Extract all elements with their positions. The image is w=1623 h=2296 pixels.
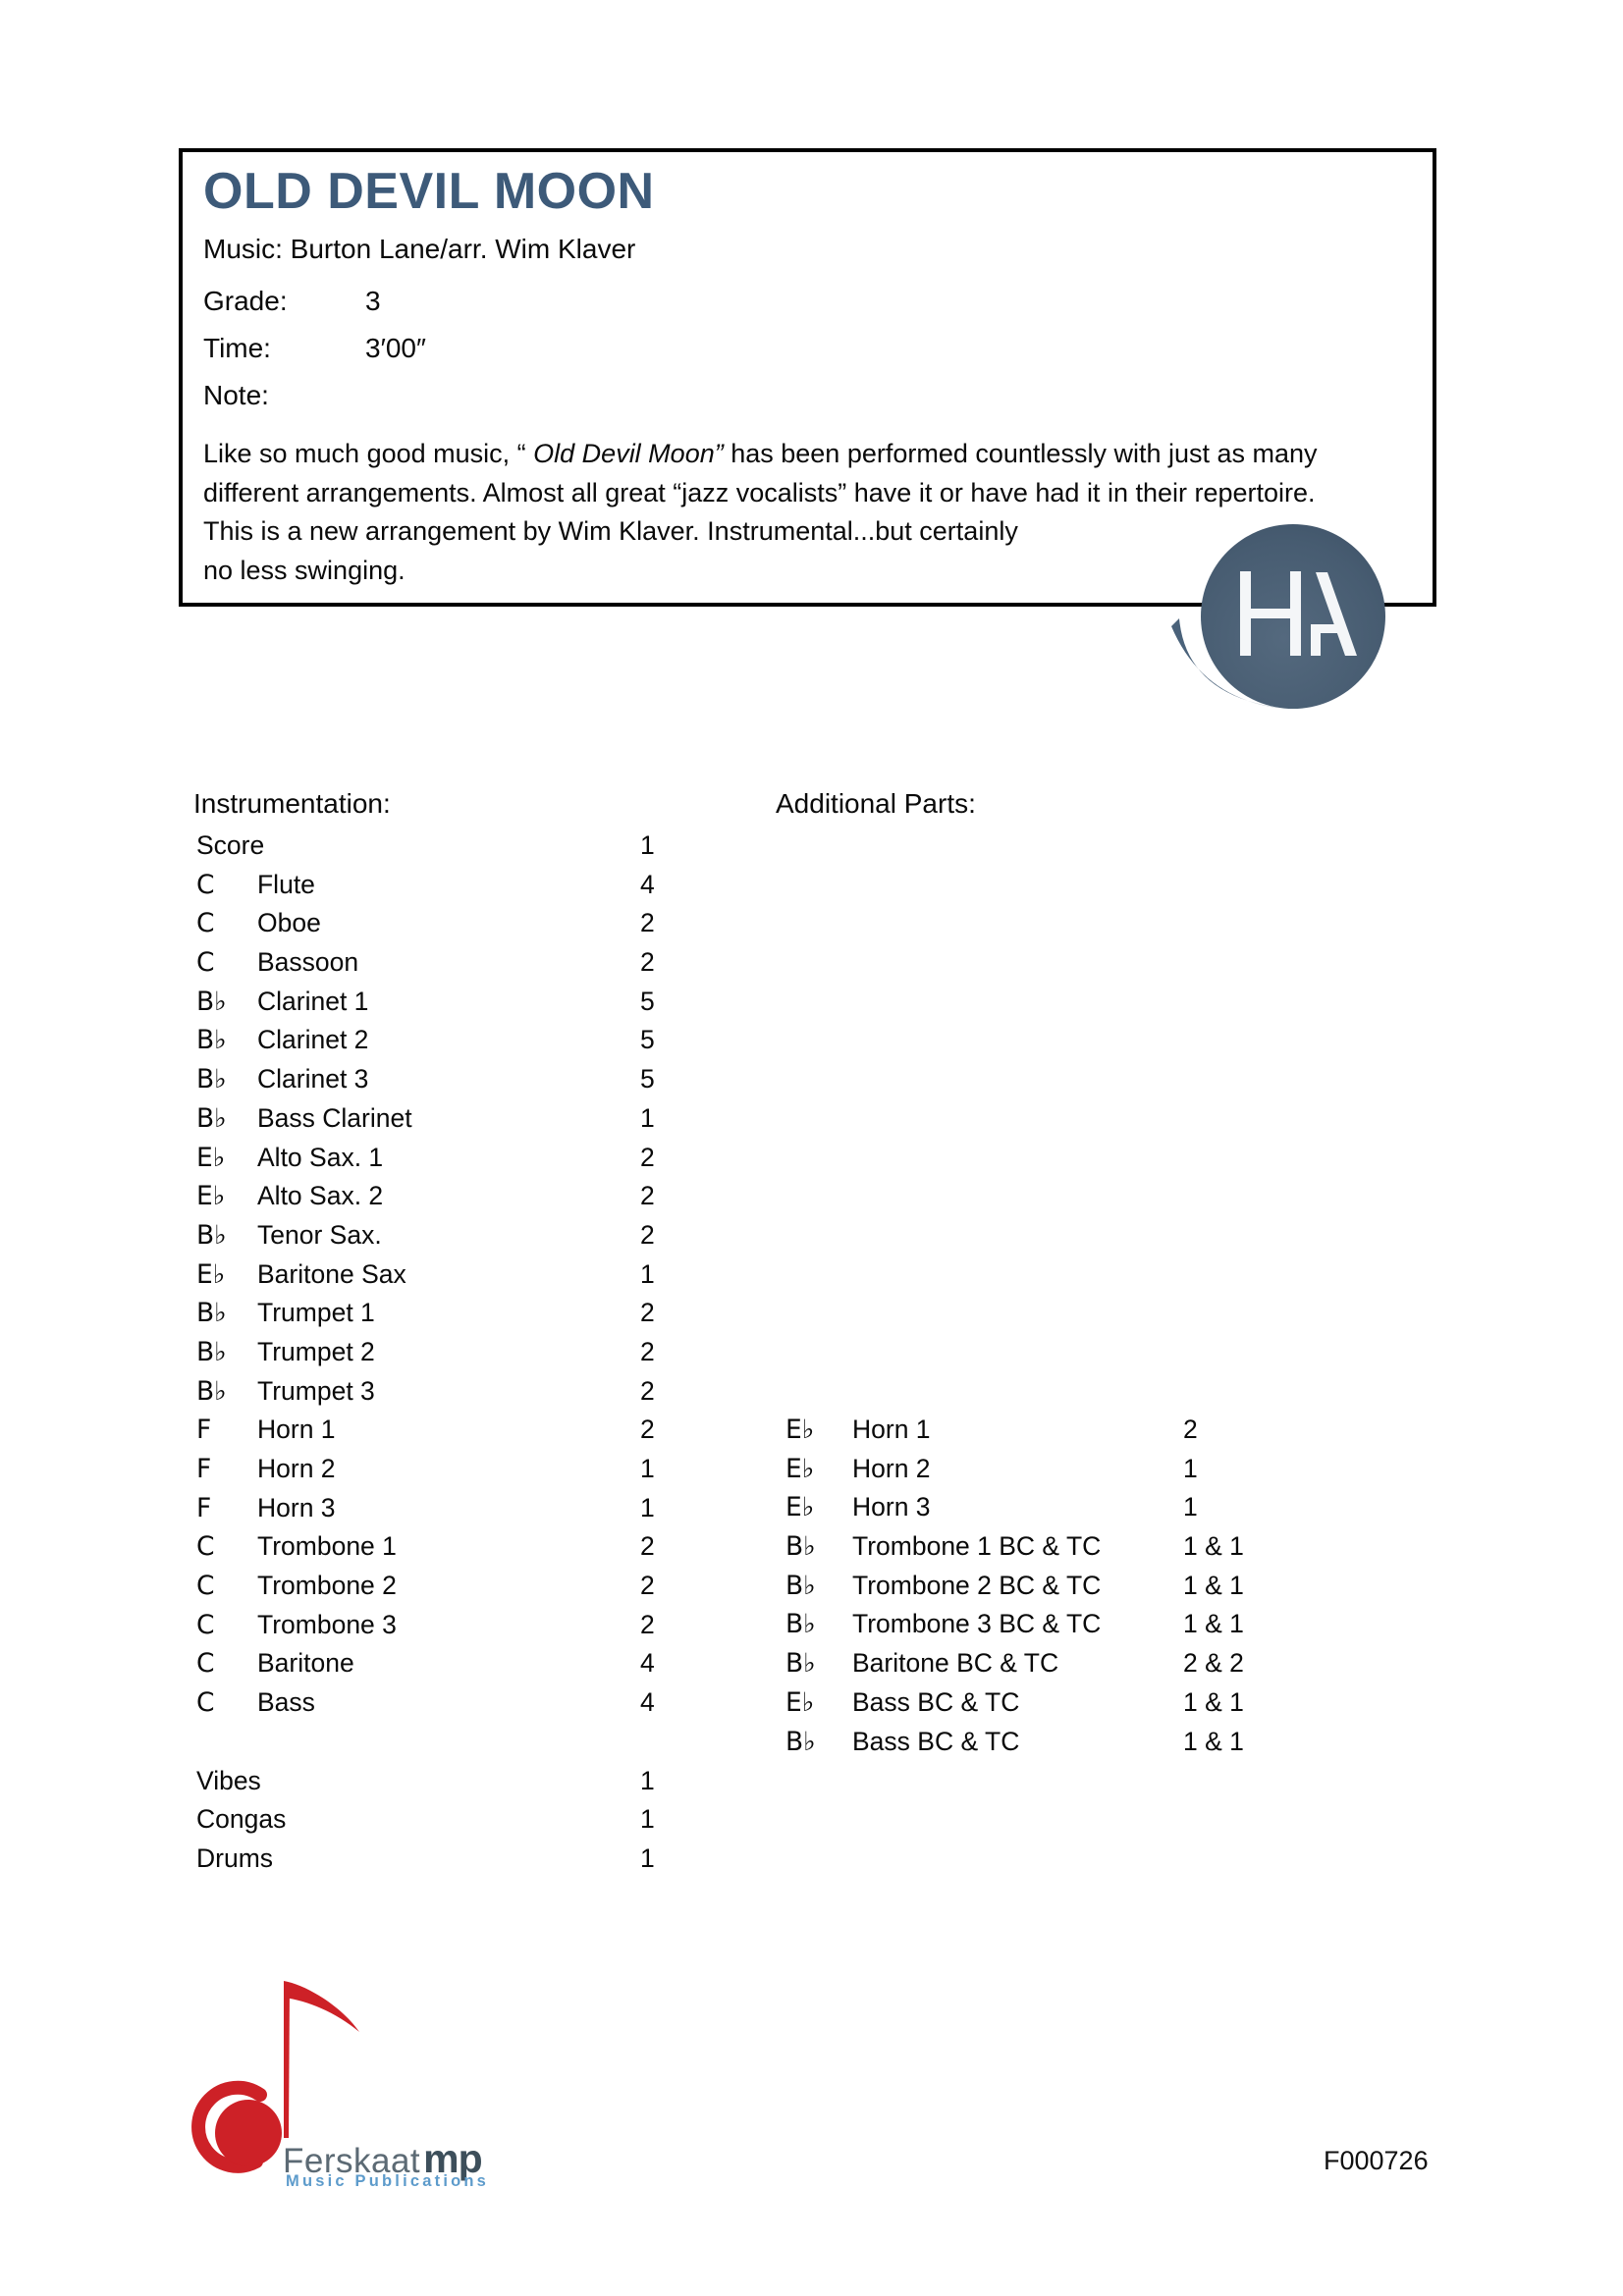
instrument-row: Congas 1	[196, 1804, 655, 1835]
instrument-row: E♭ Alto Sax. 1 2	[196, 1142, 655, 1173]
description-line2: different arrangements. Almost all great “jazz vocalists” have it or have had it in their repertoire.	[203, 477, 1316, 507]
instrument-row: B♭ Bass Clarinet 1	[196, 1102, 655, 1134]
description-line3: This is a new arrangement by Wim Klaver. Instrumental...but certainly	[203, 516, 1018, 546]
description-line1-italic: Old Devil Moon”	[533, 439, 724, 468]
list-gap	[196, 1723, 707, 1762]
brand-name: Ferskaat	[283, 2142, 421, 2180]
time-label: Time:	[203, 333, 271, 363]
additional-part-row: E♭ Bass BC & TC 1 & 1	[785, 1686, 1244, 1718]
additional-part-row: E♭ Horn 1 2	[785, 1415, 1198, 1445]
instrument-row: C Trombone 2 2	[196, 1571, 655, 1602]
instrument-row: C Oboe 2	[196, 908, 655, 939]
note-label: Note:	[203, 380, 269, 410]
instrumentation-heading: Instrumentation:	[193, 788, 391, 819]
grade-label: Grade:	[203, 286, 288, 316]
instrument-row: Drums 1	[196, 1842, 655, 1873]
additional-part-row: E♭ Horn 3 1	[785, 1492, 1198, 1523]
page-title: OLD DEVIL MOON	[203, 163, 655, 220]
instrument-row: C Trombone 3 2	[196, 1609, 655, 1640]
additional-parts-list	[785, 1411, 1276, 1761]
music-credit-line: Music: Burton Lane/arr. Wim Klaver	[203, 234, 636, 264]
instrument-row: E♭ Baritone Sax 1	[196, 1258, 655, 1290]
instrument-row: F Horn 3 1	[196, 1492, 655, 1523]
instrument-row: C Flute 4	[196, 869, 655, 900]
instrumentation-list	[196, 827, 707, 1879]
additional-part-row: B♭ Trombone 3 BC & TC 1 & 1	[785, 1609, 1244, 1640]
instrument-row: F Horn 1 2	[196, 1415, 655, 1446]
instrument-row: E♭ Alto Sax. 2 2	[196, 1181, 655, 1212]
catalog-number: F000726	[1324, 2146, 1429, 2175]
instrument-row: B♭ Trumpet 1 2	[196, 1298, 655, 1329]
instrument-row: B♭ Clarinet 1 5	[196, 986, 655, 1017]
instrument-row: B♭ Clarinet 2 5	[196, 1025, 655, 1056]
time-value: 3′00″	[365, 333, 426, 363]
instrument-row: C Bassoon 2	[196, 947, 655, 979]
grade-value: 3	[365, 286, 381, 316]
publisher-tagline: Music Publications	[286, 2172, 490, 2190]
description-line4: no less swinging.	[203, 555, 406, 585]
instrument-row: B♭ Clarinet 3 5	[196, 1064, 655, 1095]
description-line1-post: has been performed countlessly with just as many	[723, 439, 1318, 468]
note-flag	[284, 1981, 359, 2032]
description-line1-pre: Like so much good music, “	[203, 439, 534, 468]
note-head	[215, 2100, 282, 2166]
additional-part-row: E♭ Horn 2 1	[785, 1453, 1198, 1484]
instrument-row: F Horn 2 1	[196, 1454, 655, 1484]
instrument-row: C Baritone 4	[196, 1648, 655, 1680]
note-stem	[284, 1986, 290, 2138]
ha-publisher-logo-icon	[1129, 506, 1424, 721]
instrument-row: C Trombone 1 2	[196, 1531, 655, 1563]
instrument-row: Vibes 1	[196, 1765, 655, 1795]
additional-part-row: B♭ Baritone BC & TC 2 & 2	[785, 1648, 1244, 1680]
additional-part-row: B♭ Trombone 2 BC & TC 1 & 1	[785, 1570, 1244, 1601]
instrument-row: B♭ Trumpet 3 2	[196, 1375, 655, 1407]
additional-parts-heading: Additional Parts:	[776, 788, 976, 819]
brand-suffix: mp	[423, 2136, 482, 2181]
instrument-row: Score 1	[196, 830, 655, 860]
instrument-row: C Bass 4	[196, 1687, 655, 1719]
additional-part-row: B♭ Trombone 1 BC & TC 1 & 1	[785, 1531, 1244, 1563]
instrument-row: B♭ Trumpet 2 2	[196, 1336, 655, 1367]
additional-part-row: B♭ Bass BC & TC 1 & 1	[785, 1726, 1244, 1757]
instrument-row: B♭ Tenor Sax. 2	[196, 1219, 655, 1251]
